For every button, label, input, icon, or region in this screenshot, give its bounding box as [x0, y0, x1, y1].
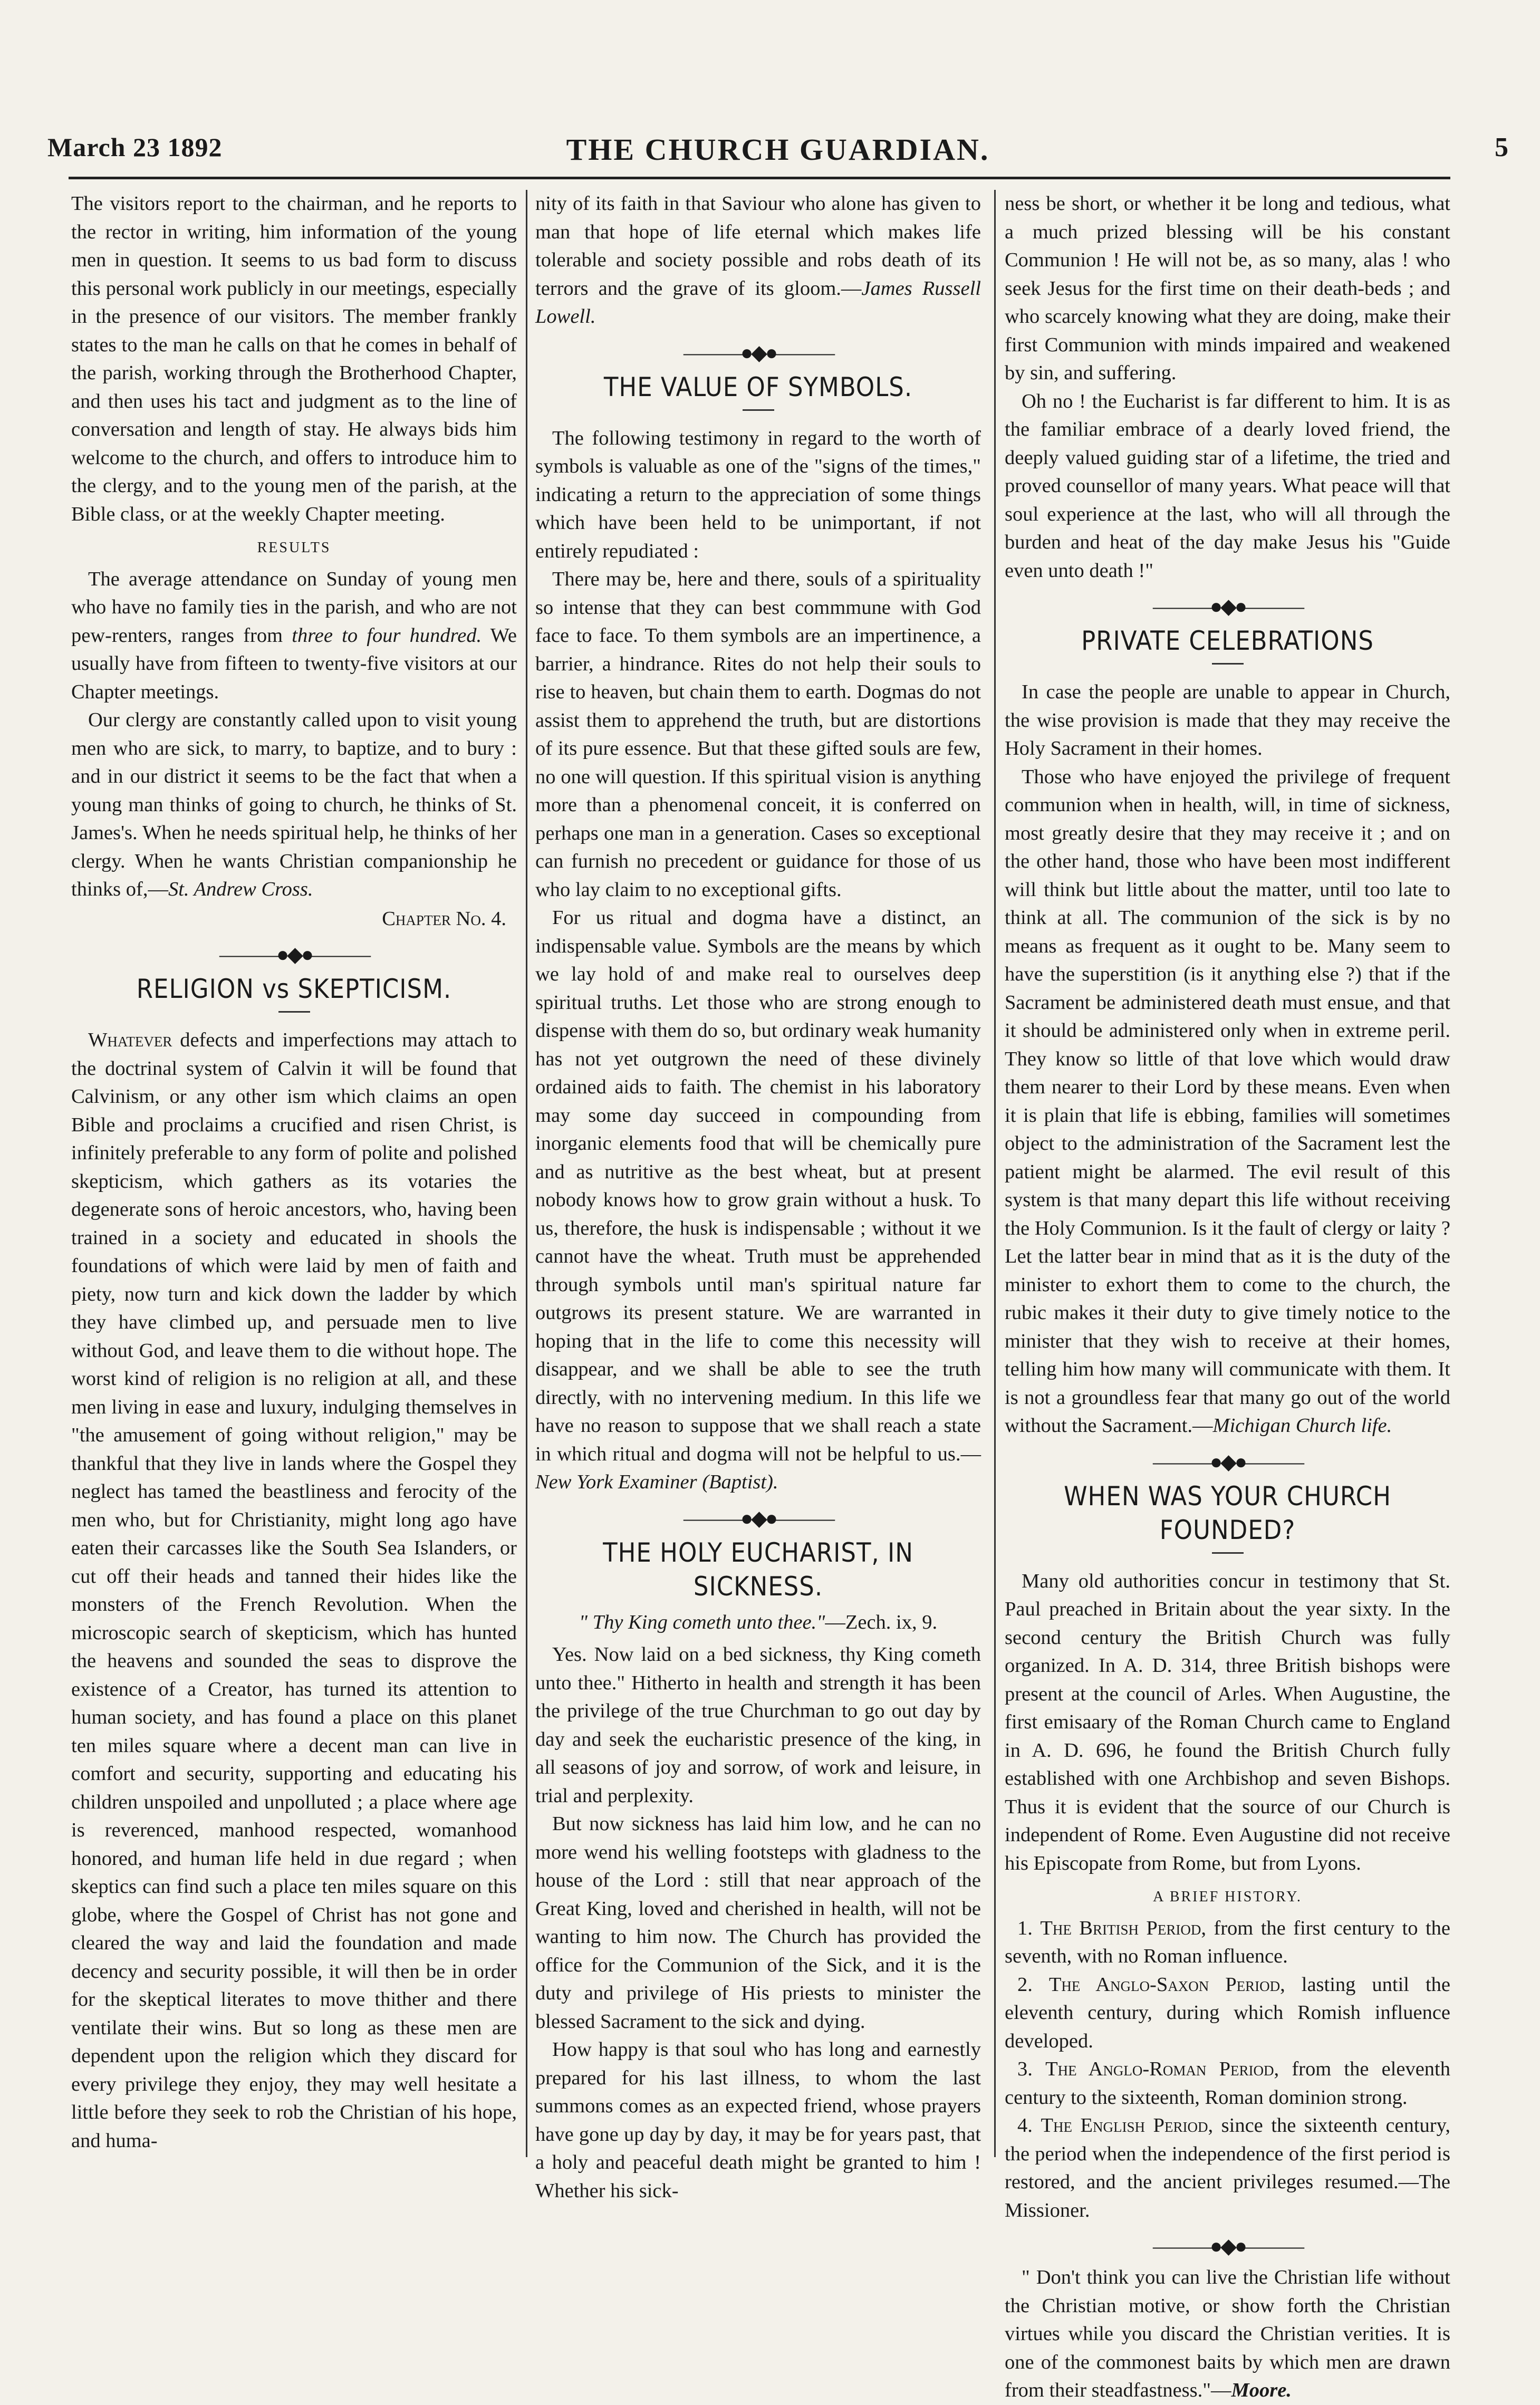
list-item: [1005, 2112, 1450, 2225]
list-item: [1005, 1915, 1450, 1971]
article-headline: WHEN WAS YOUR CHURCH FOUNDED?: [1064, 1480, 1391, 1545]
ornament-divider: ———●◆●———: [1152, 2234, 1303, 2258]
paragraph: ness be short, or whether it be long and tedious, what a much prized blessing will be his constant Communion ! He will not be, as so many, alas ! who seek Jesus for the first time on their death-beds ; and who scarcely knowing what they are doing, make their first Communion with minds impaired and weakened by sin, and suffering.: [1005, 193, 1450, 384]
section-subhead: RESULTS: [257, 540, 331, 556]
ornament-divider: ———●◆●———: [1152, 594, 1303, 618]
period-name: The English Period,: [1041, 2114, 1214, 2137]
text-run: Those who have enjoyed the privilege of frequent communion when in health, will, in time of sickness, most greatly desire that they may receive it ; and on the other hand, those who have been most indifferent will think but little about the matter, until too late to think at all. The communion of the sick is by no means as frequent as it ought to be. Many seem to have the superstition (is it anything else ?) that if the Sacrament be administered death must ensue, and that it should be administered only when in extreme peril. They know so little of that love which would draw them nearer to their Lord by these means. Even when it is plain that life is ebbing, families will sometimes object to the administration of the Sacrament lest the patient might be alarmed. The evil result of this system is that many depart this life without receiving the Holy Communion. Is it the fault of clergy or laity ? Let the latter bear in mind that as it is the duty of the minister to exhort them to come to the church, the rubic makes it their duty to give timely notice to the minister that they wish to receive at their homes, telling him how many will communicate with them. It is not a groundless fear that many go out of the world without the Sacrament.—: [1005, 765, 1450, 1437]
paragraph: Many old authorities concur in testimony that St. Paul preached in Britain about the year sixty. In the second century the British Church was fully organized. In A. D. 314, three British bishops were present at the council of Arles. When Augustine, the first emisaary of the Roman Church came to England in A. D. 696, he found the British Church fully established with one Archbishop and seven Bishops. Thus it is evident that the source of our Church is independent of Rome. Even Augustine did not receive his Episcopate from Rome, but from Lyons.: [1005, 1570, 1450, 1874]
article-headline: RELIGION vs SKEPTICISM.: [136, 974, 452, 1004]
history-list: [1005, 1915, 1450, 2225]
masthead: [47, 132, 1508, 179]
text-run: nity of its faith in that Saviour who alone has given to man that hope of life eternal which makes life tolerable and society possible and robs death of its terrors and the grave of its gloom.—: [535, 193, 981, 300]
article-headline: THE VALUE OF SYMBOLS.: [603, 371, 913, 402]
list-number: 1.: [1017, 1917, 1033, 1939]
header-rule: [69, 177, 1450, 179]
issue-date: March 23 1892: [47, 132, 223, 162]
ornament-divider: ———●◆●———: [683, 1506, 833, 1530]
paragraph: [535, 904, 981, 1497]
paragraph: [71, 706, 517, 904]
paragraph: But now sickness has laid him low, and he can no more wend his welling footsteps with gladness to the house of the Lord : still that near approach of the Great King, loved and cherished in health, will not be wanting to him now. The Church has provided the office for the Communion of the Sick, and it is the duty and privilege of His priests to minister the blessed Sacrament to the sick and dying.: [535, 1813, 981, 2033]
newspaper-title: THE CHURCH GUARDIAN.: [566, 132, 990, 167]
paragraph: [1005, 763, 1450, 1440]
source-attribution: Michigan Church life.: [1212, 1415, 1392, 1437]
article-headline: THE HOLY EUCHARIST, IN SICKNESS.: [603, 1537, 913, 1602]
text-run: lasting until the eleventh century, during which Romish influence developed.: [1005, 1973, 1450, 2052]
ornament-divider: ———●◆●———: [219, 942, 369, 966]
text-run: For us ritual and dogma have a distinct, an indispensable value. Symbols are the means by which we lay hold of and make real to ourselves deep spiritual truths. Let those who are strong enough to dispense with them do so, but ordinary weak humanity has not yet outgrown the need of these divinely ordained aids to faith. The chemist in his laboratory may some day succeed in compounding from inorganic elements food that will be chemically pure and as nutritive as the best wheat, but at present nobody knows how to grow grain without a husk. To us, therefore, the husk is indispensable ; without it we cannot have the wheat. Truth must be apprehended through symbols until man's spiritual nature far outgrows its present stature. We are warranted in hoping that in the life to come this necessity will disappear, and we shall be able to see the truth directly, with no intervening medium. In this life we have no reason to suppose that we shall reach a state in which ritual and dogma will not be helpful to us.—: [535, 907, 981, 1465]
text-run: We usually have from fifteen to twenty-five visitors at our Chapter meetings.: [71, 624, 517, 703]
paragraph: The following testimony in regard to the worth of symbols is valuable as one of the "signs of the times," indicating a return to the appreciation of some things which have been held to be unimportant, if not entirely repudiated :: [535, 427, 981, 562]
paragraph: [535, 190, 981, 331]
signature: Chapter No. 4.: [382, 907, 506, 930]
period-name: The British Period,: [1040, 1917, 1206, 1939]
paragraph: In case the people are unable to appear in Church, the wise provision is made that they may receive the Holy Sacrament in their homes.: [1005, 681, 1450, 759]
headline-rule: [278, 1011, 310, 1013]
article-headline: PRIVATE CELEBRATIONS: [1081, 626, 1374, 656]
headline-rule: [743, 409, 774, 411]
text-run: from the first century to the seventh, with no Roman influence.: [1005, 1917, 1450, 1967]
source-attribution: Moore.: [1231, 2379, 1292, 2401]
ornament-divider: ———●◆●———: [1152, 1449, 1303, 1474]
source-attribution: New York Examiner (Baptist).: [535, 1471, 778, 1493]
page-number: 5: [1495, 132, 1508, 162]
paragraph: Yes. Now laid on a bed sickness, thy King cometh unto thee." Hitherto in health and strength it has been the privilege of the true Churchman to go out day by day and seek the eucharistic presence of the king, in all seasons of joy and sorrow, of work and leisure, in trial and perplexity.: [535, 1643, 981, 1807]
paragraph: Oh no ! the Eucharist is far different to him. It is as the familiar embrace of a dearly loved friend, the deeply valued guiding star of a lifetime, the tried and proved counsellor of many years. What peace will that soul experience at the last, who will all through the burden and heat of the day make Jesus his "Guide even unto death !": [1005, 390, 1450, 582]
quote-text: " Don't think you can live the Christian life without the Christian motive, or show forth the Christian virtues while you discard the Christian verities. It is one of the commonest baits by which men are drawn from their steadfastness."—: [1005, 2266, 1450, 2401]
period-name: The Anglo-Saxon Period,: [1048, 1973, 1285, 1996]
paragraph: [1005, 2264, 1450, 2405]
text-run: from the eleventh century to the sixteenth, Roman dominion strong.: [1005, 2058, 1450, 2109]
text-run: The average attendance on Sunday of young men who have no family ties in the parish, and who are not pew-renters, ranges from: [71, 567, 517, 647]
paragraph: How happy is that soul who has long and earnestly prepared for his last illness, to whom the last summons comes as an expected friend, whose prayers have gone up day by day, it may be for years past, that a holy and peaceful death might be granted to him ! Whether his sick-: [535, 2038, 981, 2202]
column-1: [71, 190, 517, 2194]
text-run: since the sixteenth century, the period when the independence of the first period is restored, and the ancient privileges resumed.—The Missioner.: [1005, 2114, 1450, 2221]
source-attribution: James Russell Lowell.: [535, 277, 981, 328]
epigraph-quote: " Thy King cometh unto thee.": [579, 1611, 825, 1633]
paragraph: There may be, here and there, souls of a spirituality so intense that they can best commmune with God face to face. To them symbols are an impertinence, a barrier, a hindrance. Rites do not help their souls to rise to heaven, but chain them to earth. Dogmas do not assist them to apprehend the truth, but are distortions of its pure essence. But that these gifted souls are few, no one will question. If this spiritual vision is anything more than a phenomenal conceit, it is conferred on perhaps one man in a generation. Cases so exceptional can furnish no precedent or guidance for those of us who lay claim to no exceptional gifts.: [535, 568, 981, 901]
epigraph: [535, 1609, 981, 1637]
column-divider: [526, 190, 527, 2157]
paragraph: [71, 565, 517, 707]
paragraph: [71, 1026, 517, 2155]
headline-rule: [1212, 1552, 1244, 1554]
list-item: [1005, 2055, 1450, 2112]
ornament-divider: ———●◆●———: [683, 340, 833, 364]
lead-word: Whatever: [88, 1029, 172, 1051]
source-attribution: St. Andrew Cross.: [168, 878, 313, 900]
emphasis-text: three to four hundred.: [292, 624, 482, 647]
list-number: 2.: [1017, 1973, 1033, 1996]
headline-rule: [1212, 663, 1244, 665]
paragraph: The visitors report to the chairman, and he reports to the rector in writing, him information of the young men in question. It seems to us bad form to discuss this personal work publicly in our meetings, especially in the presence of our visitors. The member frankly states to the man he calls on that he comes in behalf of the parish, working through the Brotherhood Chapter, and then uses his tact and judgment as to the line of conversation and length of stay. He always bids him welcome to the church, and offers to introduce him to the clergy, and to the young men of the parish, at the Bible class, or at the weekly Chapter meeting.: [71, 193, 517, 525]
text-run: defects and imperfections may attach to the doctrinal system of Calvin it will be found that Calvinism, or any other ism which claims an open Bible and proclaims a crucified and risen Christ, is infinitely preferable to any form of polite and polished skepticism, which gathers as its votaries the degenerate sons of heroic ancestors, who, having been trained in a society and educated in shools the foundations of which were laid by men of faith and piety, now turn and kick down the ladder by which they have climbed up, and persuade men to live without God, and leave them to die without hope. The worst kind of religion is no religion at all, and these men living in ease and luxury, indulging themselves in "the amusement of going without religion," may be thankful that they live in lands where the Gospel they neglect has tamed the beastliness and ferocity of the men who, but for Christianity, might long ago have eaten their carcasses like the South Sea Islanders, or cut off their heads and tanned their hides like the monsters of the French Revolution. When the microscopic search of skepticism, which has hunted the heavens and sounded the seas to disprove the existence of a Creator, has turned its attention to human society, and has found a place on this planet ten miles square where a decent man can live in comfort and security, supporting and educating his children unspoiled and unpolluted ; a place where age is reverenced, manhood respected, womanhood honored, and human life held in due regard ; when skeptics can find such a place ten miles square on this globe, where the Gospel of Christ has not gone and cleared the way and laid the foundation and made decency and security possible, it will then be in order for the skeptical literates to move thither and there ventilate their wins. But so long as these men are dependent upon the religion which they discard for every privilege they enjoy, they may well hesitate a little before they seek to rob the Christian of his hope, and huma-: [71, 1029, 517, 2152]
list-number: 3.: [1017, 2058, 1033, 2080]
list-item: [1005, 1971, 1450, 2056]
column-divider: [994, 190, 996, 2157]
epigraph-reference: —Zech. ix, 9.: [825, 1611, 938, 1633]
list-number: 4.: [1017, 2114, 1033, 2137]
column-3: [1005, 190, 1450, 2401]
text-run: Our clergy are constantly called upon to visit young men who are sick, to marry, to baptize, and to bury : and in our district it seems to be the fact that when a young man thinks of going to church, he thinks of St. James's. When he needs spiritual help, he thinks of her clergy. When he wants Christian companionship he thinks of,—: [71, 709, 517, 900]
column-2: [535, 190, 981, 2202]
section-subhead: A BRIEF HISTORY.: [1153, 1889, 1302, 1905]
period-name: The Anglo-Roman Period,: [1045, 2058, 1279, 2080]
